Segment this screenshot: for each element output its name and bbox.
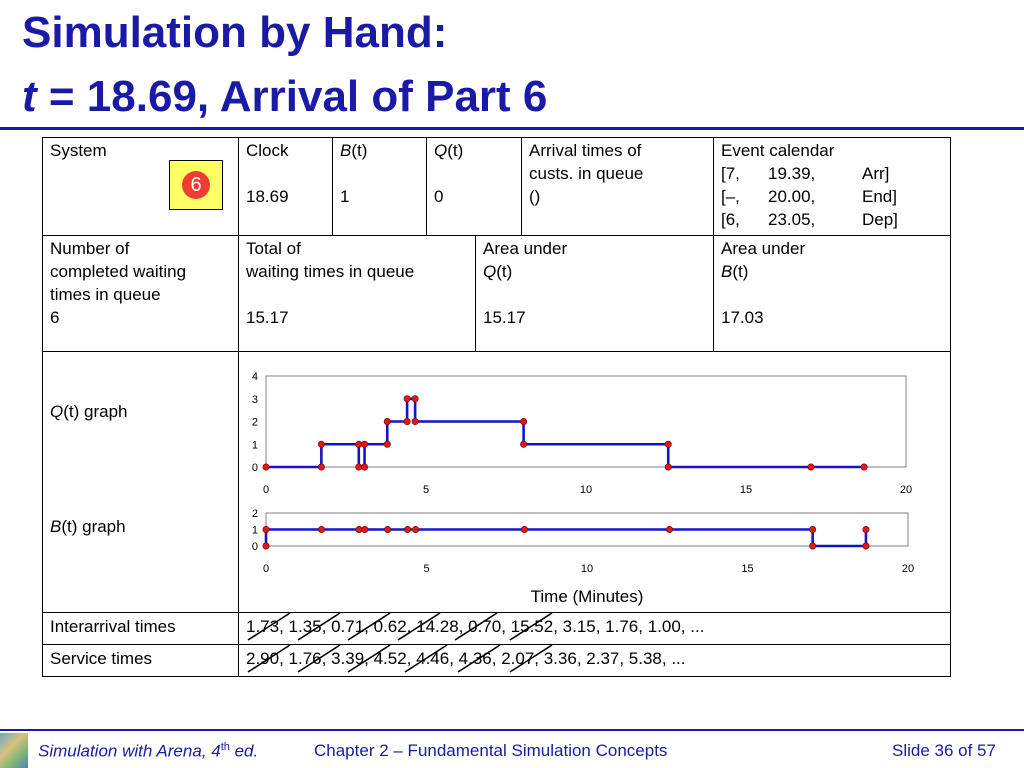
q-plot-frame	[266, 376, 906, 467]
q-data-point	[384, 441, 390, 447]
q-data-point	[356, 441, 362, 447]
b-data-point	[384, 526, 390, 532]
footer-rule	[0, 729, 1024, 731]
arrivals-label-1: Arrival times of	[529, 141, 642, 160]
area-q-label-1: Area under	[483, 239, 568, 258]
area-q-value: 15.17	[483, 308, 526, 327]
b-x-tick-label: 10	[580, 563, 594, 575]
busy-label: B(t)	[340, 141, 368, 160]
q-data-point	[412, 396, 418, 402]
q-data-point	[404, 396, 410, 402]
event-0-type: Arr]	[862, 164, 890, 183]
b-y-tick-label: 1	[251, 524, 258, 537]
area-q-label-2: Q(t)	[483, 262, 513, 281]
q-x-tick-label: 0	[262, 484, 270, 496]
part-number-circle: 6	[182, 171, 210, 199]
q-data-point	[361, 464, 367, 470]
q-data-point	[263, 464, 269, 470]
b-y-tick-label: 0	[251, 541, 258, 553]
q-data-point	[404, 418, 410, 424]
q-y-tick-label: 4	[251, 371, 258, 383]
b-graph-label: B(t) graph	[50, 517, 126, 536]
b-data-point	[809, 543, 815, 549]
interarrival-values: 1.73, 1.35, 0.71, 0.62, 14.28, 0.70, 15.52, 3.15, 1.76, 1.00, ...	[246, 617, 705, 636]
footer-chapter: Chapter 2 – Fundamental Simulation Concepts	[314, 741, 668, 760]
q-data-point	[808, 464, 814, 470]
x-axis-title: Time (Minutes)	[530, 587, 644, 606]
b-data-point	[863, 543, 869, 549]
footer-slide-number: Slide 36 of 57	[892, 741, 996, 760]
queue-label: Q(t)	[434, 141, 464, 160]
num-completed-label-3: times in queue	[50, 285, 161, 304]
clock-value: 18.69	[246, 187, 289, 206]
title-var-t: t	[22, 72, 37, 121]
footer-book: Simulation with Arena, 4th ed.	[38, 741, 259, 761]
event-1-type: End]	[862, 187, 897, 206]
b-data-point	[521, 526, 527, 532]
event-0-entity: [7,	[721, 164, 740, 183]
q-data-point	[318, 464, 324, 470]
system-label: System	[50, 141, 107, 160]
q-x-tick-label: 5	[422, 484, 430, 496]
q-y-tick-label: 0	[251, 462, 258, 474]
b-data-point	[362, 526, 368, 532]
q-data-point	[665, 464, 671, 470]
q-data-point	[520, 441, 526, 447]
q-x-tick-label: 15	[739, 484, 753, 496]
total-wait-label-1: Total of	[246, 239, 301, 258]
b-data-point	[263, 543, 269, 549]
title-rest: = 18.69, Arrival of Part 6	[36, 72, 548, 121]
event-1-entity: [–,	[721, 187, 740, 206]
area-b-label-1: Area under	[721, 239, 806, 258]
area-b-value: 17.03	[721, 308, 764, 327]
b-x-tick-label: 0	[262, 563, 270, 575]
service-values: 2.90, 1.76, 3.39, 4.52, 4.46, 4.36, 2.07, 3.36, 2.37, 5.38, ...	[246, 649, 686, 668]
event-0-time: 19.39,	[768, 164, 816, 183]
q-graph-label: Q(t) graph	[50, 402, 128, 421]
q-x-tick-label: 10	[579, 484, 593, 496]
b-data-point	[263, 526, 269, 532]
slide-title-line2	[22, 72, 547, 122]
b-data-point	[318, 526, 324, 532]
arrivals-label-2: custs. in queue	[529, 164, 644, 183]
q-y-tick-label: 3	[251, 393, 258, 406]
service-label: Service times	[50, 649, 153, 668]
event-2-time: 23.05,	[768, 210, 816, 229]
num-completed-label-1: Number of	[50, 239, 130, 258]
system-part-badge	[169, 160, 223, 210]
num-completed-value: 6	[50, 308, 60, 327]
area-b-label-2: B(t)	[721, 262, 749, 281]
q-data-point	[520, 418, 526, 424]
queue-value: 0	[434, 187, 444, 206]
b-x-tick-label: 5	[423, 563, 430, 575]
q-data-point	[384, 418, 390, 424]
b-x-tick-label: 20	[901, 563, 915, 575]
q-data-point	[318, 441, 324, 447]
b-data-point	[412, 526, 418, 532]
num-completed-label-2: completed waiting	[50, 262, 187, 281]
b-x-tick-label: 15	[741, 563, 754, 575]
b-series-line	[266, 530, 866, 547]
event-calendar-label: Event calendar	[721, 141, 835, 160]
q-data-point	[356, 464, 362, 470]
q-y-tick-label: 1	[251, 439, 258, 452]
q-series-line	[266, 399, 864, 467]
event-2-type: Dep]	[862, 210, 898, 229]
q-data-point	[412, 418, 418, 424]
slide-title-line1: Simulation by Hand:	[22, 8, 448, 57]
b-data-point	[666, 526, 672, 532]
event-1-time: 20.00,	[768, 187, 816, 206]
q-data-point	[665, 441, 671, 447]
q-data-point	[361, 441, 367, 447]
total-wait-label-2: waiting times in queue	[246, 262, 415, 281]
interarrival-label: Interarrival times	[50, 617, 176, 636]
total-wait-value: 15.17	[246, 308, 289, 327]
b-data-point	[809, 526, 815, 532]
q-x-tick-label: 20	[899, 484, 913, 496]
clock-label: Clock	[246, 141, 289, 160]
b-data-point	[356, 526, 362, 532]
arrivals-value: ()	[529, 187, 541, 206]
b-data-point	[863, 526, 869, 532]
arena-logo-icon	[0, 733, 28, 768]
title-rule	[0, 127, 1024, 130]
event-2-entity: [6,	[721, 210, 740, 229]
busy-value: 1	[340, 187, 350, 206]
b-plot-frame	[266, 513, 908, 546]
q-y-tick-label: 2	[251, 416, 258, 429]
q-data-point	[861, 464, 867, 470]
b-data-point	[404, 526, 410, 532]
b-y-tick-label: 2	[251, 508, 258, 520]
